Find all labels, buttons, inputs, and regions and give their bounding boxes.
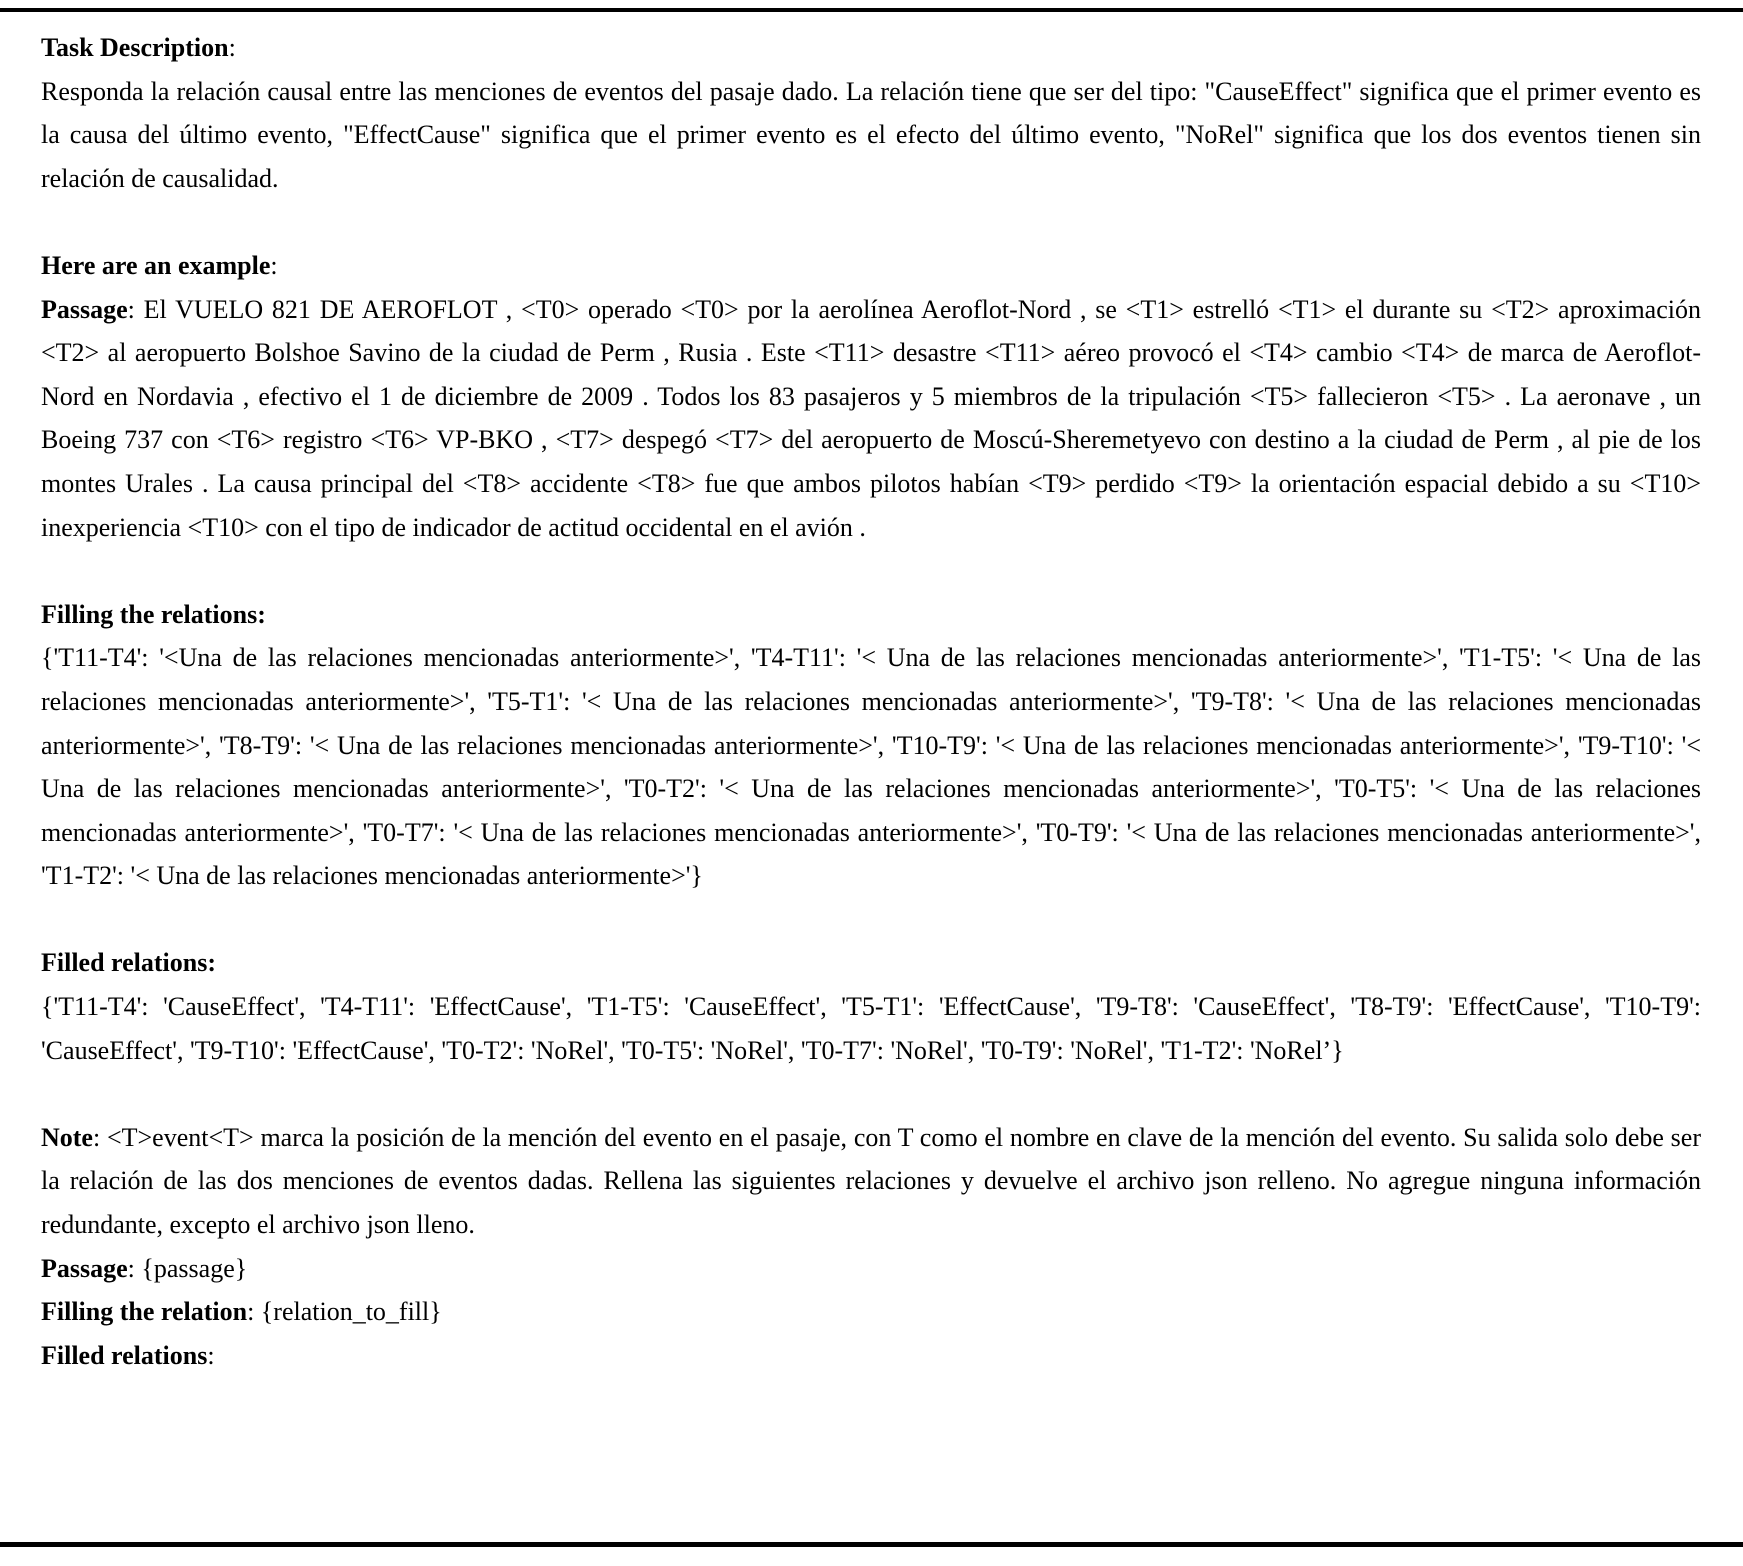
passage-paragraph	[41, 288, 1701, 550]
task-description-heading	[41, 26, 1701, 70]
filling-relations-section	[41, 593, 1701, 898]
example-heading-text: Here are an example	[41, 250, 271, 280]
passage-text: El VUELO 821 DE AEROFLOT , <T0> operado <T0> por la aerolínea Aeroflot-Nord , se <T1> estrelló <T1> el durante su <T2> aproximación <T2> al aeropuerto Bolshoe Savino de la ciudad de Perm , Rusia . Este <T11> desastre <T11> aéreo provocó el <T4> cambio <T4> de marca de Aeroflot-Nord en Nordavia , efectivo el 1 de diciembre de 2009 . Todos los 83 pasajeros y 5 miembros de la tripulación <T5> fallecieron <T5> . La aeronave , un Boeing 737 con <T6> registro <T6> VP-BKO , <T7> despegó <T7> del aeropuerto de Moscú-Sheremetyevo con destino a la ciudad de Perm , al pie de los montes Urales . La causa principal del <T8> accidente <T8> fue que ambos pilotos habían <T9> perdido <T9> la orientación espacial debido a su <T10> inexperiencia <T10> con el tipo de indicador de actitud occidental en el avión .	[41, 294, 1701, 542]
filling-relations-body: {'T11-T4': '<Una de las relaciones mencionadas anteriormente>', 'T4-T11': '< Una de las relaciones mencionadas anteriormente>', 'T1-T5': '< Una de las relaciones mencionadas anteriormente>', 'T5-T1': '< Una de las relaciones mencionadas anteriormente>', 'T9-T8': '< Una de las relaciones mencionadas anteriormente>', 'T8-T9': '< Una de las relaciones mencionadas anteriormente>', 'T10-T9': '< Una de las relaciones mencionadas anteriormente>', 'T9-T10': '< Una de las relaciones mencionadas anteriormente>', 'T0-T2': '< Una de las relaciones mencionadas anteriormente>', 'T0-T5': '< Una de las relaciones mencionadas anteriormente>', 'T0-T7': '< Una de las relaciones mencionadas anteriormente>', 'T0-T9': '< Una de las relaciones mencionadas anteriormente>', 'T1-T2': '< Una de las relaciones mencionadas anteriormente>'}	[41, 643, 1701, 891]
filled-relations-heading: Filled relations:	[41, 948, 217, 978]
task-description-section	[41, 26, 1701, 200]
note-text: <T>event<T> marca la posición de la mención del evento en el pasaje, con T como el nombre en clave de la mención del evento. Su salida solo debe ser la relación de las dos menciones de eventos dadas. Rellena las siguientes relaciones y devuelve el archivo json relleno. No agregue ninguna información redundante, excepto el archivo json lleno.	[41, 1122, 1701, 1240]
template-filling-label: Filling the relation	[41, 1297, 248, 1327]
template-filling-line	[41, 1290, 1701, 1334]
example-section	[41, 244, 1701, 549]
passage-colon: :	[127, 294, 144, 324]
document-frame	[41, 26, 1701, 1377]
note-paragraph	[41, 1116, 1701, 1247]
passage-label: Passage	[41, 294, 128, 324]
example-heading	[41, 244, 1701, 288]
note-colon: :	[92, 1122, 107, 1152]
template-passage-line	[41, 1247, 1701, 1291]
example-heading-colon: :	[270, 250, 278, 280]
task-description-body: Responda la relación causal entre las menciones de eventos del pasaje dado. La relación tiene que ser del tipo: "CauseEffect" significa que el primer evento es la causa del último evento, "EffectCause" significa que el primer evento es el efecto del último evento, "NoRel" significa que los dos eventos tienen sin relación de causalidad.	[41, 76, 1701, 193]
template-filling-value: : {relation_to_fill}	[247, 1297, 442, 1327]
template-passage-label: Passage	[41, 1253, 128, 1283]
filled-relations-section	[41, 941, 1701, 1072]
note-label: Note	[41, 1122, 93, 1152]
bottom-rule	[0, 1542, 1743, 1547]
note-section	[41, 1116, 1701, 1378]
top-rule	[0, 8, 1743, 12]
template-filled-label: Filled relations	[41, 1340, 208, 1370]
template-filled-line	[41, 1334, 1701, 1378]
template-passage-value: : {passage}	[127, 1253, 248, 1283]
filled-relations-body: {'T11-T4': 'CauseEffect', 'T4-T11': 'EffectCause', 'T1-T5': 'CauseEffect', 'T5-T1': 'EffectCause', 'T9-T8': 'CauseEffect', 'T8-T9': 'EffectCause', 'T10-T9': 'CauseEffect', 'T9-T10': 'EffectCause', 'T0-T2': 'NoRel', 'T0-T5': 'NoRel', 'T0-T7': 'NoRel', 'T0-T9': 'NoRel', 'T1-T2': 'NoRel’}	[41, 992, 1701, 1065]
task-description-heading-text: Task Description	[41, 33, 229, 62]
task-description-heading-colon: :	[228, 33, 236, 62]
template-filled-value: :	[207, 1340, 215, 1370]
filling-relations-heading: Filling the relations:	[41, 599, 266, 629]
